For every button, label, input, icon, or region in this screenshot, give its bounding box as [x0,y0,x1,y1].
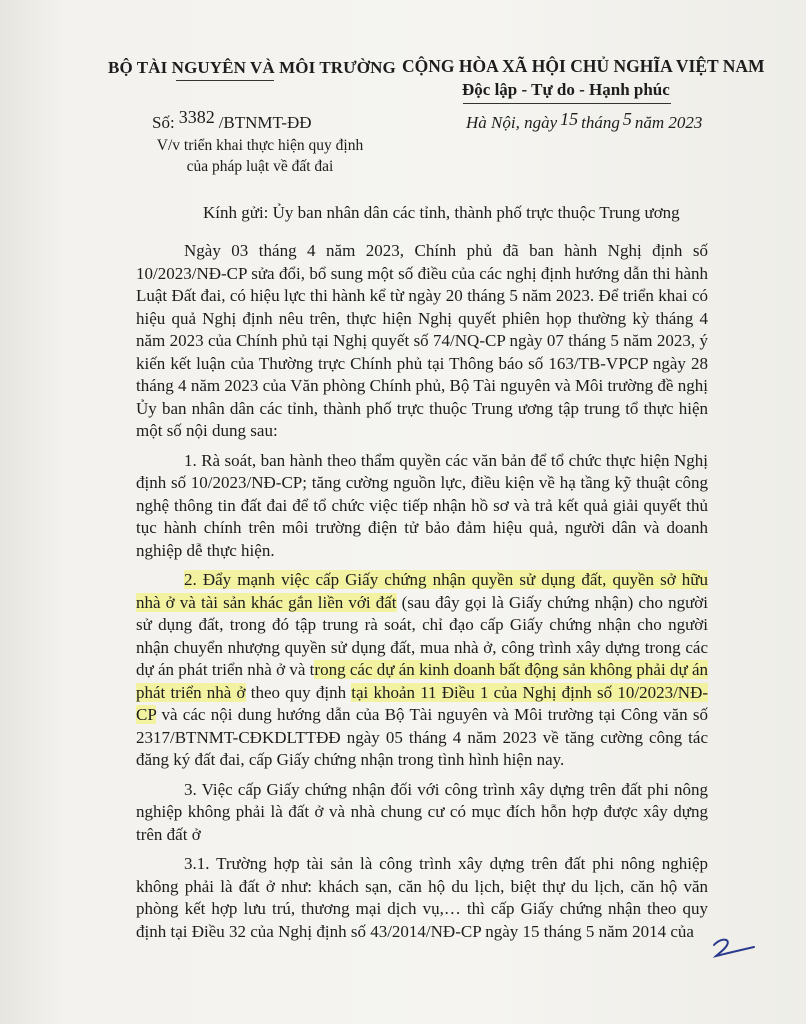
paragraph-3-1: 3.1. Trường hợp tài sản là công trình xây dựng trên đất phi nông nghiệp không phải là đất ở như: khách sạn, căn hộ du lịch, biệt thự du lịch, căn hộ văn phòng kết hợp lưu trú, thương mại dịch vụ,… thì cấp Giấy chứng nhận theo quy định tại Điều 32 của Nghị định số 43/2014/NĐ-CP ngày 15 tháng 5 năm 2014 của [136,854,708,941]
paragraph-1: 1. Rà soát, ban hành theo thẩm quyền các văn bản để tổ chức thực hiện Nghị định số 10/2023/NĐ-CP; tăng cường nguồn lực, điều kiện về hạ tầng kỹ thuật công nghệ thông tin đất đai để tổ chức việc tiếp nhận hồ sơ và trả kết quả giải quyết thủ tục hành chính trên môi trường điện tử bảo đảm hiệu quả, người dân và doanh nghiệp dễ thực hiện. [136,450,708,560]
paragraph-2-text-c: và các nội dung hướng dẫn của Bộ Tài nguyên và Môi trường tại Công văn số 2317/BTNMT-CĐKDLTTĐĐ ngày 05 tháng 4 năm 2023 về tăng cường công tác đăng ký đất đai, cấp Giấy chứng nhận trong tình hình hiện nay. [136,705,708,769]
highlight-1: 2. Đẩy mạnh việc cấp Giấy chứng nhận quyền sử dụng đất, quyền sở hữu nhà ở và tài sản khác gắn liền với đất [136,570,708,612]
date-month-handwritten: 5 [622,109,632,129]
date-year: năm 2023 [634,113,703,132]
ministry-underline [176,80,274,81]
ministry-name: BỘ TÀI NGUYÊN VÀ MÔI TRƯỜNG [108,58,396,77]
national-motto: Độc lập - Tự do - Hạnh phúc [462,80,670,99]
document-body [136,240,708,950]
date-month-label: tháng [581,113,620,132]
subject-line-1: V/v triển khai thực hiện quy định [156,137,364,154]
doc-number-prefix: Số: [152,113,175,132]
issuer-block [108,58,396,78]
recipient-line: Kính gửi: Ủy ban nhân dân các tỉnh, thành phố trực thuộc Trung ương [203,203,680,222]
paragraph-3: 3. Việc cấp Giấy chứng nhận đối với công trình xây dựng trên đất phi nông nghiệp không phải là đất ở và nhà chung cư có mục đích hỗn hợp được xây dựng trên đất ở [136,779,708,844]
paragraph-2-text-b: theo quy định [245,682,352,702]
motto-underline [463,103,671,104]
republic-title: CỘNG HÒA XÃ HỘI CHỦ NGHĨA VIỆT NAM [402,56,765,76]
national-heading [402,56,765,77]
subject-line-2: của pháp luật về đất đai [186,158,334,175]
date-day-handwritten: 15 [560,109,579,129]
highlight-3: tại khoản 11 Điều 1 của Nghị định số 10/2023/NĐ-CP [136,682,709,724]
handwritten-page-number [708,937,758,959]
highlight-2: rong các dự án kinh doanh bất động sản không phải dự án phát triển nhà ở [136,660,709,702]
paragraph-2-text-a: (sau đây gọi là Giấy chứng nhận) cho người sử dụng đất, trong đó tập trung rà soát, chỉ đạo cấp Giấy chứng nhận cho người nhận chuyển nhượng quyền sử dụng đất, mua nhà ở, công trình xây dựng trong các dự án phát triển nhà ở và t [136,592,708,679]
document-subject [150,135,370,177]
doc-number-suffix: /BTNMT-ĐĐ [218,113,312,132]
doc-number-handwritten: 3382 [178,107,215,127]
document-number [152,107,312,133]
paragraph-intro: Ngày 03 tháng 4 năm 2023, Chính phủ đã ban hành Nghị định số 10/2023/NĐ-CP sửa đổi, bổ sung một số điều của các nghị định hướng dẫn thi hành Luật Đất đai, có hiệu lực thi hành kể từ ngày 20 tháng 5 năm 2023. Để triển khai có hiệu quả Nghị định nêu trên, thực hiện Nghị quyết phiên họp thường kỳ tháng 4 năm 2023 của Chính phủ tại Nghị quyết số 74/NQ-CP ngày 07 tháng 5 năm 2023, ý kiến kết luận của Thường trực Chính phủ tại Thông báo số 163/TB-VPCP ngày 28 tháng 4 năm 2023 của Văn phòng Chính phủ, Bộ Tài nguyên và Môi trường đề nghị Ủy ban nhân dân các tỉnh, thành phố trực thuộc Trung ương tập trung tổ thực hiện một số nội dung sau: [136,241,708,440]
paragraph-2 [136,569,708,772]
date-place: Hà Nội, ngày [466,113,558,132]
place-date [466,109,703,133]
